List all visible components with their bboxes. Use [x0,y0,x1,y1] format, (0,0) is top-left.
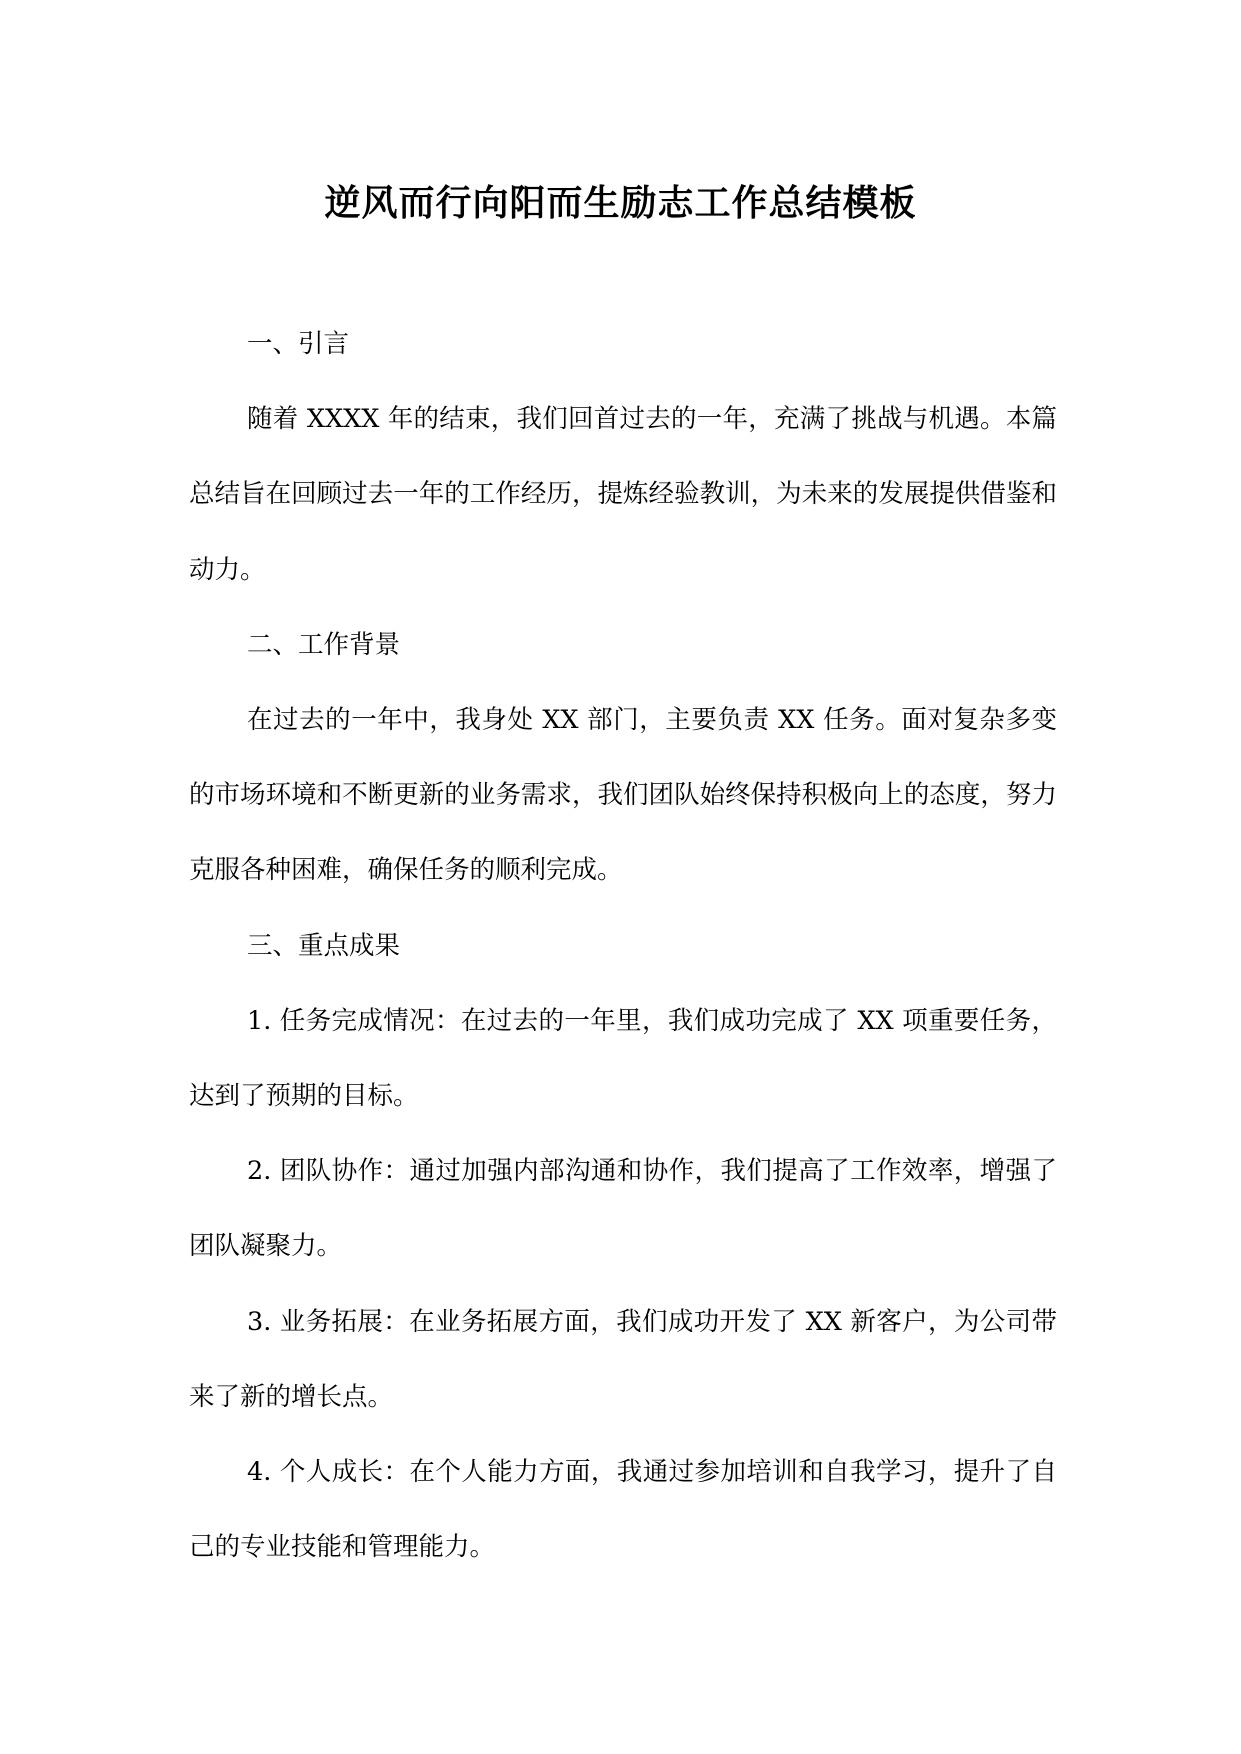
list-item-business-expansion: 3. 业务拓展：在业务拓展方面，我们成功开发了 XX 新客户，为公司带来了新的增长点。 [189,1306,1057,1412]
document-body [189,307,1057,1585]
list-item-personal-growth: 4. 个人成长：在个人能力方面，我通过参加培训和自我学习，提升了自己的专业技能和管理能力。 [189,1457,1057,1563]
section-heading-background: 二、工作背景 [247,629,401,660]
list-item-task-completion: 1. 任务完成情况：在过去的一年里，我们成功完成了 XX 项重要任务，达到了预期的目标。 [189,1005,1057,1112]
list-item-teamwork: 2. 团队协作：通过加强内部沟通和协作，我们提高了工作效率，增强了团队凝聚力。 [189,1156,1057,1262]
section-heading-introduction: 一、引言 [247,329,350,359]
paragraph-introduction: 随着 XXXX 年的结束，我们回首过去的一年，充满了挑战与机遇。本篇总结旨在回顾过去一年的工作经历，提炼经验教训，为未来的发展提供借鉴和动力。 [189,404,1057,585]
document-title: 逆风而行向阳而生励志工作总结模板 [324,183,917,224]
paragraph-background: 在过去的一年中，我身处 XX 部门，主要负责 XX 任务。面对复杂多变的市场环境和不断更新的业务需求，我们团队始终保持积极向上的态度，努力克服各种困难，确保任务的顺利完成。 [189,705,1057,886]
section-heading-achievements: 三、重点成果 [247,930,401,961]
